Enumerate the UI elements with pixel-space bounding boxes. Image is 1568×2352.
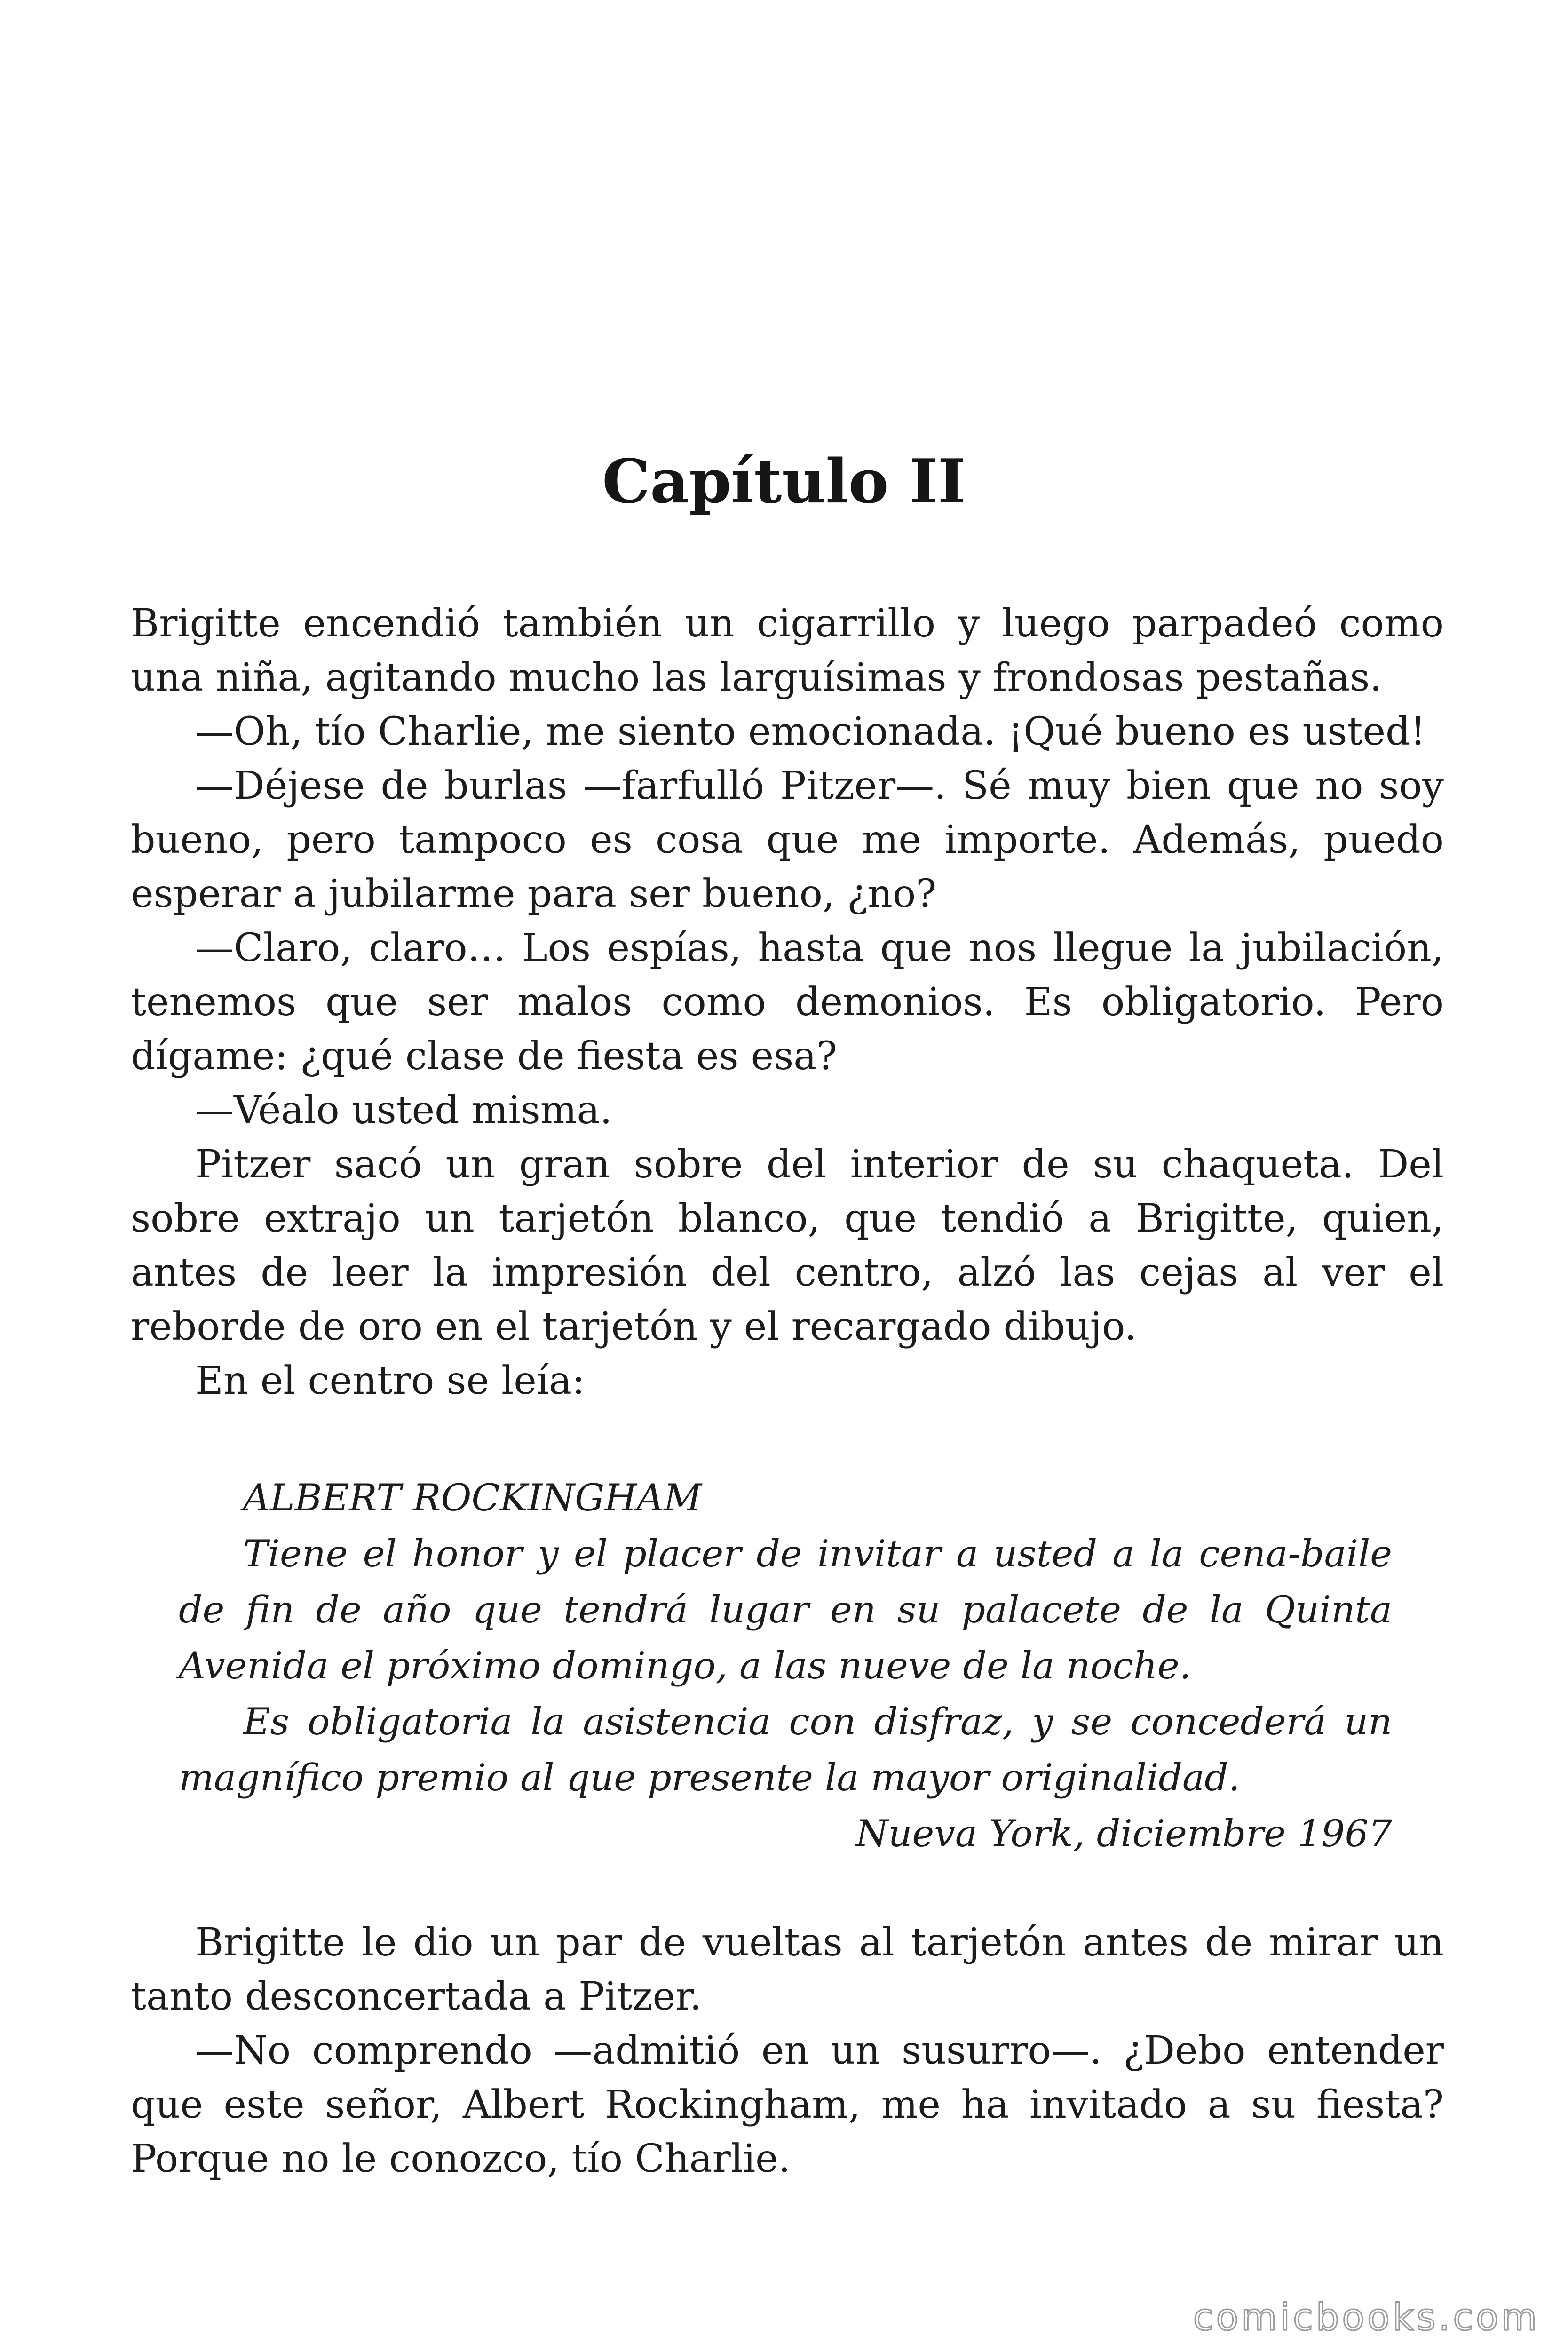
paragraph: —Véalo usted misma. (195, 1088, 612, 1133)
paragraph: Brigitte le dio un par de vueltas al tarjetón antes de mirar un tanto desconcertada a Pitzer. (131, 1920, 1444, 2019)
invitation-signature: Nueva York, diciembre 1967 (855, 1812, 1392, 1855)
body-text-section-2 (131, 1915, 1444, 2186)
invitation-paragraph: Es obligatoria la asistencia con disfraz, y se concederá un magnífico premio al que presente la mayor originalidad. (179, 1700, 1392, 1799)
paragraph: Brigitte encendió también un cigarrillo y luego parpadeó como una niña, agitando mucho las larguísimas y frondosas pestañas. (131, 601, 1444, 700)
invitation-card-text (179, 1470, 1392, 1862)
paragraph: —Claro, claro… Los espías, hasta que nos llegue la jubilación, tenemos que ser malos como demonios. Es obligatorio. Pero dígame: ¿qué clase de fiesta es esa? (131, 926, 1444, 1079)
paragraph: —Déjese de burlas —farfulló Pitzer—. Sé muy bien que no soy bueno, pero tampoco es cosa que me importe. Además, puedo esperar a jubilarme para ser bueno, ¿no? (131, 763, 1444, 916)
chapter-title: Capítulo II (602, 446, 966, 517)
invitation-host-name: ALBERT ROCKINGHAM (243, 1476, 702, 1519)
paragraph: —No comprendo —admitió en un susurro—. ¿Debo entender que este señor, Albert Rockingham, me ha invitado a su fiesta? Porque no le conozco, tío Charlie. (131, 2028, 1444, 2181)
invitation-paragraph: Tiene el honor y el placer de invitar a usted a la cena-baile de fin de año que tendrá lugar en su palacete de la Quinta Avenida el próximo domingo, a las nueve de la noche. (179, 1532, 1392, 1687)
paragraph: Pitzer sacó un gran sobre del interior de su chaqueta. Del sobre extrajo un tarjetón blanco, que tendió a Brigitte, quien, antes de leer la impresión del centro, alzó las cejas al ver el reborde de oro en el tarjetón y el recargado dibujo. (131, 1142, 1444, 1349)
body-text-section-1 (131, 596, 1444, 1408)
paragraph: —Oh, tío Charlie, me siento emocionada. ¡Qué bueno es usted! (195, 709, 1426, 754)
paragraph: En el centro se leía: (195, 1359, 585, 1403)
watermark: comicbooks.com (1193, 2296, 1540, 2339)
